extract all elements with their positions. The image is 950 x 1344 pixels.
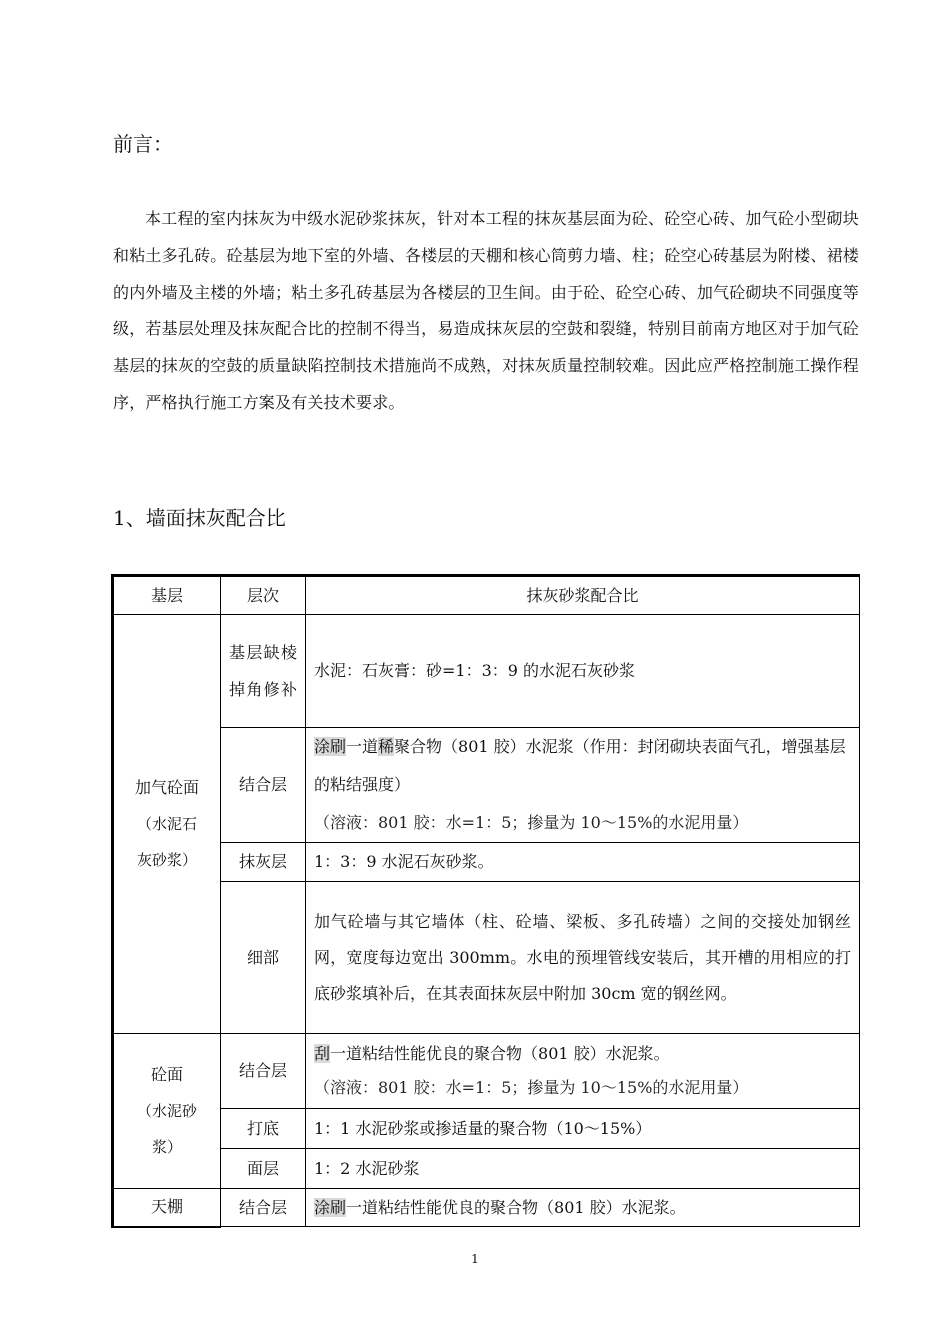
table-row [114,615,860,728]
table-row [114,1109,860,1149]
mix-ratio-table [113,576,860,1228]
table-row [114,1034,860,1109]
highlighted-text: 涂刷 [314,737,347,756]
section-1-heading: 1、墙面抹灰配合比 [113,506,286,530]
base-cell-aerated [114,615,221,1034]
layer-cell [221,615,306,728]
header-layer: 层次 [221,577,306,615]
layer-cell: 结合层 [221,1189,306,1227]
content-cell: 1：3：9 水泥石灰砂浆。 [306,843,860,882]
content-cell [306,1189,860,1227]
table-row [114,1149,860,1189]
base-subtitle: （水泥砂浆） [136,1102,197,1156]
layer-cell: 抹灰层 [221,843,306,882]
table-row [114,1189,860,1227]
content-note: （溶液：801 胶：水=1：5；掺量为 10～15%的水泥用量） [314,1078,749,1097]
layer-cell: 结合层 [221,1034,306,1109]
preface-paragraph: 本工程的室内抹灰为中级水泥砂浆抹灰，针对本工程的抹灰基层面为砼、砼空心砖、加气砼小型砌块和粘土多孔砖。砼基层为地下室的外墙、各楼层的天棚和核心筒剪力墙、柱；砼空心砖基层为附楼、裙楼的内外墙及主楼的外墙；粘土多孔砖基层为各楼层的卫生间。由于砼、砼空心砖、加气砼砌块不同强度等级，若基层处理及抹灰配合比的控制不得当，易造成抹灰层的空鼓和裂缝，特别目前南方地区对于加气砼基层的抹灰的空鼓的质量缺陷控制技术措施尚不成熟，对抹灰质量控制较难。因此应严格控制施工操作程序，严格执行施工方案及有关技术要求。 [113,209,859,412]
table-header-row [114,577,860,615]
content-cell: 1：2 水泥砂浆 [306,1149,860,1189]
layer-label: 基层缺棱掉角修补 [229,643,297,699]
layer-cell: 打底 [221,1109,306,1149]
base-name: 加气砼面 [134,778,199,797]
base-cell-concrete [114,1034,221,1189]
table-row [114,728,860,843]
content-text: 聚合物（801 胶）水泥浆（作用：封闭砌块表面气孔，增强基层的粘结强度） [314,737,846,794]
base-subtitle: （水泥石灰砂浆） [136,815,197,869]
layer-cell: 细部 [221,882,306,1034]
content-cell: 水泥：石灰膏：砂=1：3：9 的水泥石灰砂浆 [306,615,860,728]
header-mix-ratio: 抹灰砂浆配合比 [306,577,860,615]
header-base: 基层 [114,577,221,615]
highlighted-text: 稀 [378,737,395,756]
content-text: 一道粘结性能优良的聚合物（801 胶）水泥浆。 [346,1197,686,1217]
content-text: 一道 [346,737,379,756]
content-cell: 加气砼墙与其它墙体（柱、砼墙、梁板、多孔砖墙）之间的交接处加钢丝网，宽度每边宽出 300mm。水电的预埋管线安装后，其开槽的用相应的打底砂浆填补后，在其表面抹灰层中附加 30cm 宽的钢丝网。 [306,882,860,1034]
page-number: 1 [471,1252,479,1266]
highlighted-text: 刮 [314,1044,331,1063]
content-cell: 1：1 水泥砂浆或掺适量的聚合物（10～15%） [306,1109,860,1149]
content-cell [306,1034,860,1109]
table-row [114,882,860,1034]
mix-ratio-table-frame [111,574,860,1228]
highlighted-text: 涂刷 [314,1197,347,1217]
base-name: 砼面 [150,1065,183,1084]
content-text: 一道粘结性能优良的聚合物（801 胶）水泥浆。 [330,1044,670,1063]
content-note: （溶液：801 胶：水=1：5；掺量为 10～15%的水泥用量） [314,813,749,832]
content-cell [306,728,860,843]
base-cell-ceiling: 天棚 [114,1189,221,1227]
preface-heading: 前言： [113,132,173,156]
layer-cell: 面层 [221,1149,306,1189]
layer-cell: 结合层 [221,728,306,843]
table-row [114,843,860,882]
